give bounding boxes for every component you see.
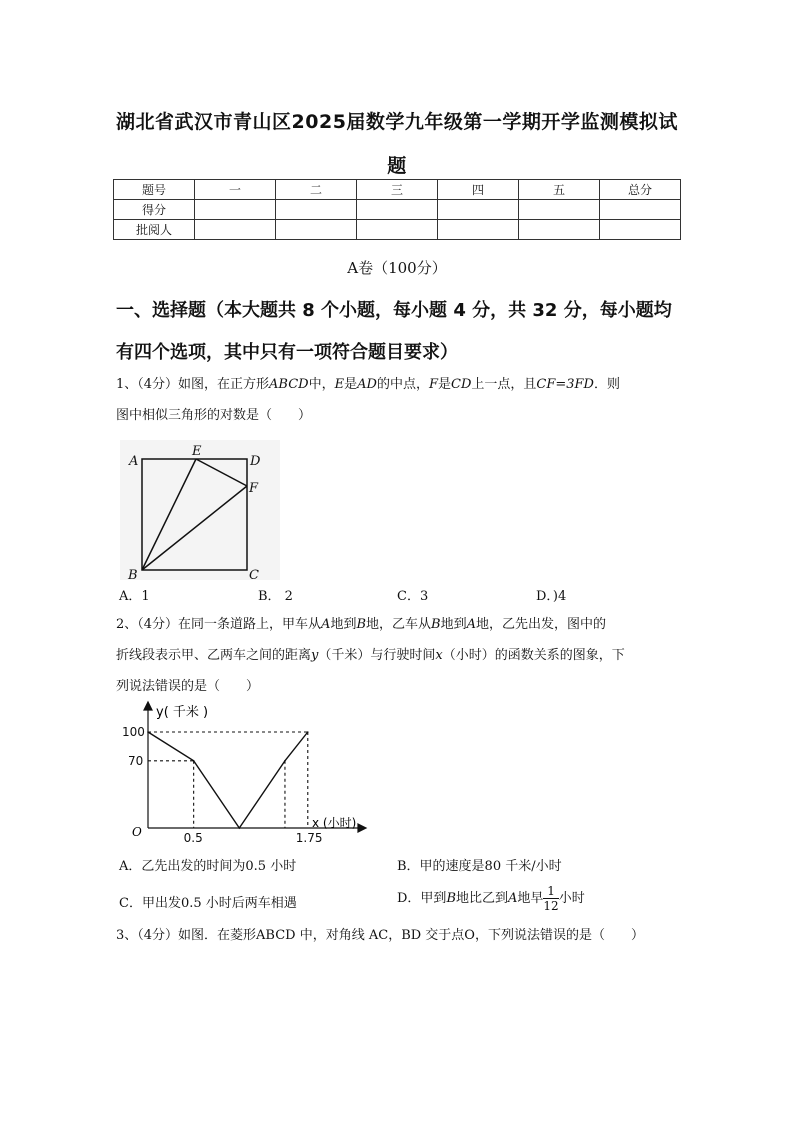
origin-label: O (132, 825, 142, 839)
section1-title-line1: 一、选择题（本大题共 8 个小题，每小题 4 分，共 32 分，每小题均 (116, 300, 672, 321)
q1-line1: 1、（4分）如图，在正方形ABCD中，E是AD的中点，F是CD上一点，且CF=3FD．则 (116, 377, 620, 392)
y-tick-label: 100 (122, 725, 145, 739)
q1-option-c[interactable]: C．3 (397, 589, 429, 604)
score-table-row (114, 220, 681, 240)
page-title-line1: 湖北省武汉市青山区2025届数学九年级第一学期开学监测模拟试 (116, 111, 678, 133)
score-header-cell: 四 (438, 180, 519, 200)
x-tick-label: 1.75 (295, 831, 323, 845)
q2-line1: 2、（4分）在同一条道路上，甲车从A地到B地，乙车从B地到A地，乙先出发，图中的 (116, 617, 607, 632)
q1-option-d[interactable]: D．)4 (536, 589, 567, 604)
score-header-cell: 一 (195, 180, 276, 200)
section1-title-line2: 有四个选项，其中只有一项符合题目要求） (116, 342, 458, 363)
data-point (284, 760, 286, 762)
score-table-header-row (114, 180, 681, 200)
score-row-label: 批阅人 (114, 220, 195, 240)
y-axis-arrow (144, 702, 152, 710)
data-point (307, 731, 309, 733)
label-c: C (249, 568, 259, 580)
score-cell[interactable] (276, 200, 357, 220)
label-e: E (192, 444, 202, 459)
label-d: D (250, 454, 261, 469)
x-tick-label: 0.5 (183, 831, 203, 845)
data-point (239, 827, 241, 829)
data-point (193, 760, 195, 762)
score-header-cell: 三 (357, 180, 438, 200)
q2-line3: 列说法错误的是（ ） (116, 679, 260, 694)
q1-line2: 图中相似三角形的对数是（ ） (116, 408, 312, 423)
score-row-label: 得分 (114, 200, 195, 220)
page-title-line2: 题 (387, 155, 407, 177)
score-cell[interactable] (195, 220, 276, 240)
q2-option-c[interactable]: C．甲出发0.5 小时后两车相遇 (119, 896, 297, 911)
score-cell[interactable] (519, 200, 600, 220)
q2-option-d[interactable]: D．甲到B地比乙到A地早 $\frac{1}{12}$ 小时 (397, 884, 585, 913)
score-table-row (114, 200, 681, 220)
score-header-cell: 五 (519, 180, 600, 200)
data-point (147, 731, 149, 733)
score-table (113, 179, 681, 240)
label-b: B (128, 568, 138, 580)
score-cell[interactable] (438, 220, 519, 240)
score-header-cell: 题号 (114, 180, 195, 200)
q2-line2: 折线段表示甲、乙两车之间的距离y（千米）与行驶时间x（小时）的函数关系的图象，下 (116, 648, 625, 663)
x-axis-arrow (358, 824, 366, 832)
fraction: $\frac{1}{12}$ (543, 884, 559, 913)
score-cell[interactable] (276, 220, 357, 240)
score-header-cell: 二 (276, 180, 357, 200)
part-title: A卷（100分） (347, 259, 447, 277)
x-axis-label: x (小时) (312, 816, 357, 830)
q3-line1: 3、（4分）如图．在菱形ABCD 中，对角线 AC，BD 交于点O，下列说法错误的是（ ） (116, 928, 644, 943)
score-cell[interactable] (357, 220, 438, 240)
label-f: F (249, 481, 259, 496)
score-cell[interactable] (600, 220, 681, 240)
score-cell[interactable] (600, 200, 681, 220)
score-cell[interactable] (519, 220, 600, 240)
q2-option-a[interactable]: A．乙先出发的时间为0.5 小时 (119, 859, 297, 874)
label-a: A (129, 454, 139, 469)
series-line (148, 732, 308, 828)
score-cell[interactable] (195, 200, 276, 220)
q2-distance-chart (112, 700, 372, 845)
q1-option-b[interactable]: B． 2 (258, 589, 293, 604)
q1-option-a[interactable]: A．1 (119, 589, 150, 604)
q2-option-b[interactable]: B．甲的速度是80 千米/小时 (397, 859, 562, 874)
score-cell[interactable] (438, 200, 519, 220)
score-cell[interactable] (357, 200, 438, 220)
y-axis-label: y( 千米 ) (156, 705, 209, 720)
score-header-cell: 总分 (600, 180, 681, 200)
y-tick-label: 70 (128, 753, 144, 768)
q1-square-figure (120, 440, 280, 580)
